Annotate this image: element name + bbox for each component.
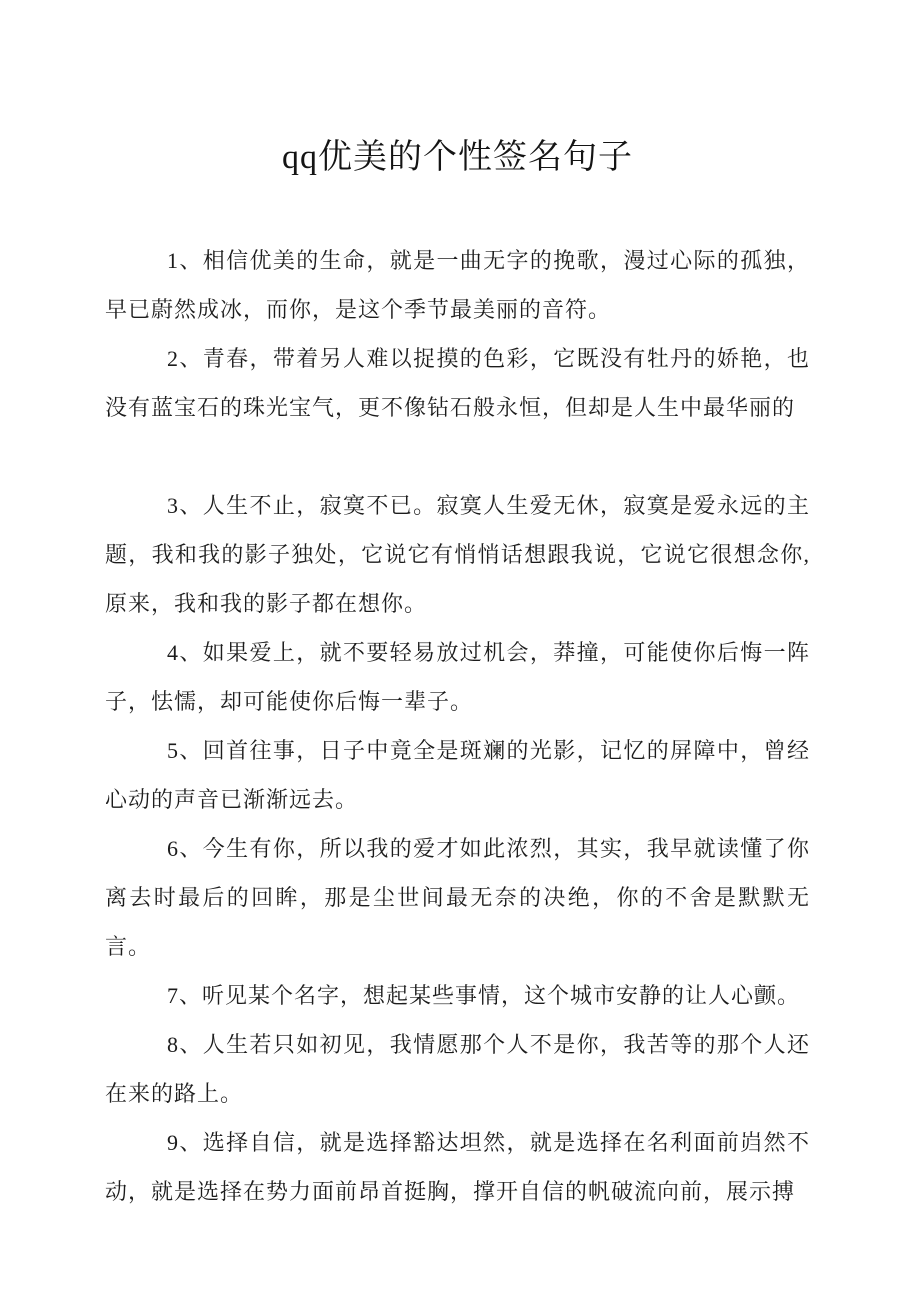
- paragraph: 8、人生若只如初见，我情愿那个人不是你，我苦等的那个人还在来的路上。: [105, 1032, 810, 1106]
- paragraph: 7、听见某个名字，想起某些事情，这个城市安静的让人心颤。: [167, 983, 801, 1008]
- paragraph: 9、选择自信，就是选择豁达坦然，就是选择在名利面前岿然不动，就是选择在势力面前昂首挺胸，撑开自信的帆破流向前，展示搏: [105, 1130, 810, 1204]
- paragraph: 6、今生有你，所以我的爱才如此浓烈，其实，我早就读懂了你离去时最后的回眸，那是尘世间最无奈的决绝，你的不舍是默默无言。: [105, 836, 810, 959]
- paragraph: 1、相信优美的生命，就是一曲无字的挽歌，漫过心际的孤独，早已蔚然成冰，而你，是这个季节最美丽的音符。: [105, 248, 810, 322]
- paragraph: 3、人生不止，寂寞不已。寂寞人生爱无休，寂寞是爱永远的主题，我和我的影子独处，它说它有悄悄话想跟我说，它说它很想念你,原来，我和我的影子都在想你。: [105, 493, 810, 616]
- paragraph: 2、青春，带着另人难以捉摸的色彩，它既没有牡丹的娇艳，也没有蓝宝石的珠光宝气，更不像钻石般永恒，但却是人生中最华丽的: [105, 346, 810, 420]
- paragraph: 4、如果爱上，就不要轻易放过机会，莽撞，可能使你后悔一阵子，怯懦，却可能使你后悔一辈子。: [105, 640, 810, 714]
- blank-line: [105, 432, 810, 481]
- paragraph: 5、回首往事，日子中竟全是斑斓的光影，记忆的屏障中，曾经心动的声音已渐渐远去。: [105, 738, 810, 812]
- document-body: [105, 236, 810, 1216]
- document-title: qq优美的个性签名句子: [282, 139, 633, 176]
